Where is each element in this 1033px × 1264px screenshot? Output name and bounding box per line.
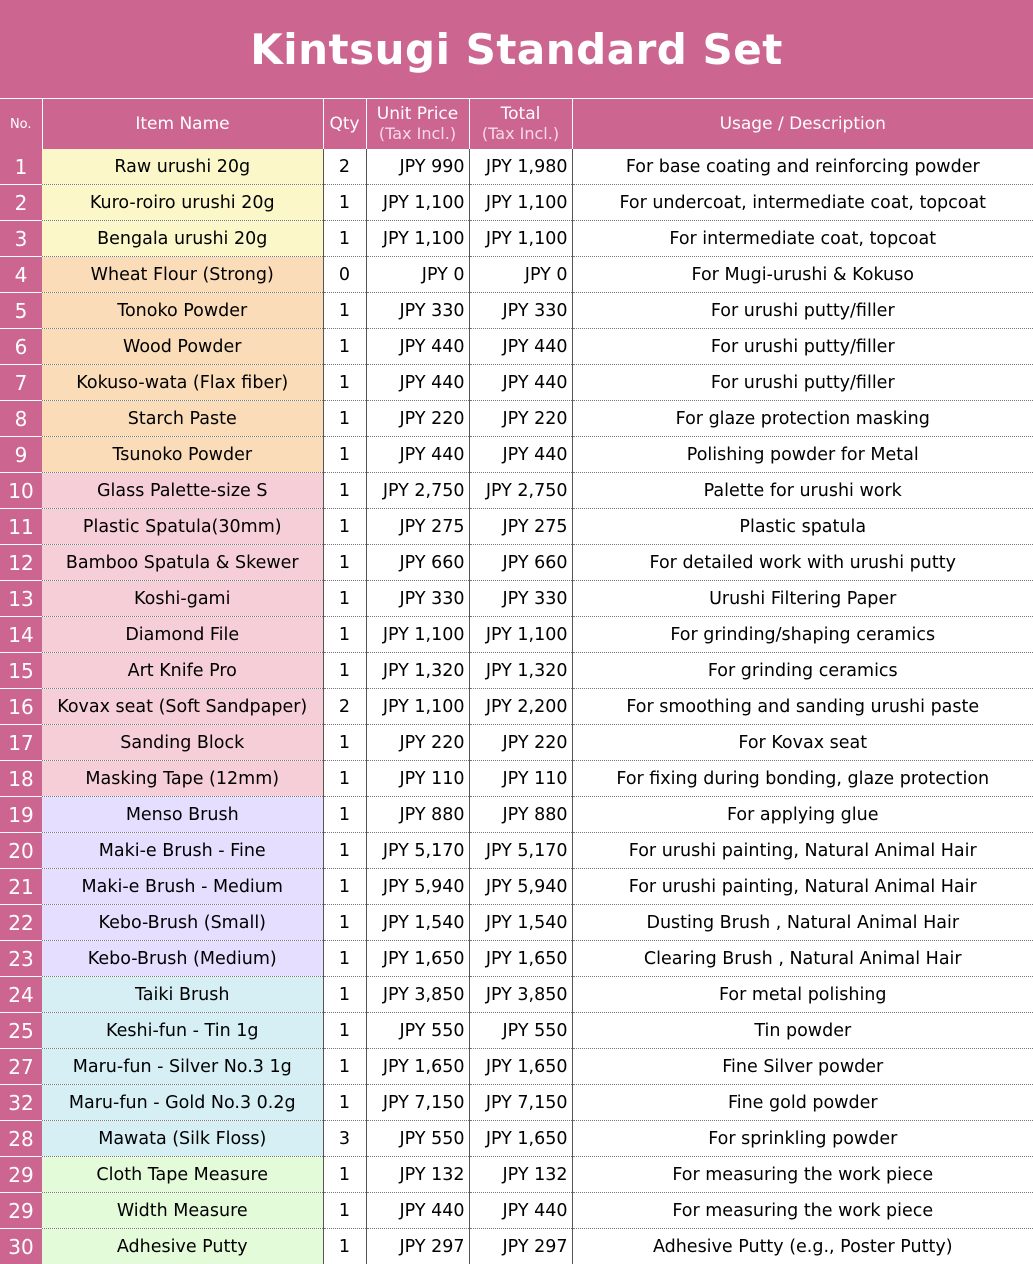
table-row [0, 329, 1033, 365]
page-title: Kintsugi Standard Set [0, 0, 1033, 98]
quantity: 1 [323, 905, 366, 941]
header-total-label: Total [501, 104, 541, 124]
quantity: 1 [323, 653, 366, 689]
total-price: JPY 550 [469, 1013, 572, 1049]
table-row [0, 617, 1033, 653]
table-row [0, 761, 1033, 797]
usage-description: For urushi putty/filler [572, 293, 1033, 329]
usage-description: For smoothing and sanding urushi paste [572, 689, 1033, 725]
unit-price: JPY 1,650 [366, 941, 469, 977]
quantity: 1 [323, 293, 366, 329]
total-price: JPY 880 [469, 797, 572, 833]
total-price: JPY 1,540 [469, 905, 572, 941]
quantity: 1 [323, 329, 366, 365]
row-number: 20 [0, 833, 42, 869]
item-name: Glass Palette-size S [42, 473, 323, 509]
row-number: 29 [0, 1157, 42, 1193]
table-row [0, 1229, 1033, 1264]
item-name: Koshi-gami [42, 581, 323, 617]
usage-description: For measuring the work piece [572, 1157, 1033, 1193]
row-number: 29 [0, 1193, 42, 1229]
unit-price: JPY 132 [366, 1157, 469, 1193]
unit-price: JPY 550 [366, 1013, 469, 1049]
usage-description: For undercoat, intermediate coat, topcoat [572, 185, 1033, 221]
quantity: 1 [323, 977, 366, 1013]
row-number: 4 [0, 257, 42, 293]
row-number: 25 [0, 1013, 42, 1049]
item-name: Masking Tape (12mm) [42, 761, 323, 797]
unit-price: JPY 1,100 [366, 617, 469, 653]
row-number: 7 [0, 365, 42, 401]
usage-description: Polishing powder for Metal [572, 437, 1033, 473]
unit-price: JPY 660 [366, 545, 469, 581]
total-price: JPY 220 [469, 401, 572, 437]
usage-description: Urushi Filtering Paper [572, 581, 1033, 617]
item-name: Maki-e Brush - Fine [42, 833, 323, 869]
quantity: 1 [323, 473, 366, 509]
total-price: JPY 1,100 [469, 617, 572, 653]
item-name: Maru-fun - Gold No.3 0.2g [42, 1085, 323, 1121]
quantity: 1 [323, 1229, 366, 1264]
table-row [0, 725, 1033, 761]
quantity: 1 [323, 581, 366, 617]
usage-description: For base coating and reinforcing powder [572, 149, 1033, 185]
usage-description: For fixing during bonding, glaze protection [572, 761, 1033, 797]
row-number: 19 [0, 797, 42, 833]
item-name: Plastic Spatula(30mm) [42, 509, 323, 545]
quantity: 1 [323, 869, 366, 905]
total-price: JPY 1,980 [469, 149, 572, 185]
usage-description: For urushi putty/filler [572, 365, 1033, 401]
table-row [0, 545, 1033, 581]
header-unit-price [366, 99, 469, 150]
unit-price: JPY 440 [366, 365, 469, 401]
row-number: 21 [0, 869, 42, 905]
unit-price: JPY 110 [366, 761, 469, 797]
item-name: Menso Brush [42, 797, 323, 833]
total-price: JPY 440 [469, 365, 572, 401]
total-price: JPY 660 [469, 545, 572, 581]
unit-price: JPY 440 [366, 329, 469, 365]
item-name: Kokuso-wata (Flax fiber) [42, 365, 323, 401]
item-name: Bengala urushi 20g [42, 221, 323, 257]
quantity: 2 [323, 149, 366, 185]
header-total [469, 99, 572, 150]
table-row [0, 365, 1033, 401]
usage-description: Plastic spatula [572, 509, 1033, 545]
unit-price: JPY 220 [366, 401, 469, 437]
unit-price: JPY 330 [366, 581, 469, 617]
unit-price: JPY 220 [366, 725, 469, 761]
row-number: 2 [0, 185, 42, 221]
quantity: 1 [323, 365, 366, 401]
usage-description: For glaze protection masking [572, 401, 1033, 437]
row-number: 16 [0, 689, 42, 725]
row-number: 23 [0, 941, 42, 977]
usage-description: Adhesive Putty (e.g., Poster Putty) [572, 1229, 1033, 1264]
unit-price: JPY 297 [366, 1229, 469, 1264]
usage-description: For metal polishing [572, 977, 1033, 1013]
quantity: 1 [323, 401, 366, 437]
quantity: 1 [323, 761, 366, 797]
total-price: JPY 2,200 [469, 689, 572, 725]
unit-price: JPY 1,650 [366, 1049, 469, 1085]
usage-description: Dusting Brush , Natural Animal Hair [572, 905, 1033, 941]
row-number: 27 [0, 1049, 42, 1085]
unit-price: JPY 440 [366, 1193, 469, 1229]
usage-description: Palette for urushi work [572, 473, 1033, 509]
usage-description: Fine gold powder [572, 1085, 1033, 1121]
total-price: JPY 3,850 [469, 977, 572, 1013]
table-row [0, 473, 1033, 509]
usage-description: For grinding/shaping ceramics [572, 617, 1033, 653]
usage-description: For intermediate coat, topcoat [572, 221, 1033, 257]
row-number: 5 [0, 293, 42, 329]
table-row [0, 941, 1033, 977]
row-number: 8 [0, 401, 42, 437]
quantity: 1 [323, 437, 366, 473]
row-number: 15 [0, 653, 42, 689]
usage-description: Clearing Brush , Natural Animal Hair [572, 941, 1033, 977]
total-price: JPY 2,750 [469, 473, 572, 509]
row-number: 14 [0, 617, 42, 653]
quantity: 1 [323, 1085, 366, 1121]
total-price: JPY 1,650 [469, 1049, 572, 1085]
total-price: JPY 1,650 [469, 1121, 572, 1157]
row-number: 9 [0, 437, 42, 473]
table-row [0, 185, 1033, 221]
row-number: 22 [0, 905, 42, 941]
unit-price: JPY 0 [366, 257, 469, 293]
unit-price: JPY 990 [366, 149, 469, 185]
quantity: 1 [323, 833, 366, 869]
total-price: JPY 7,150 [469, 1085, 572, 1121]
row-number: 6 [0, 329, 42, 365]
quantity: 1 [323, 185, 366, 221]
row-number: 17 [0, 725, 42, 761]
unit-price: JPY 440 [366, 437, 469, 473]
row-number: 13 [0, 581, 42, 617]
item-name: Width Measure [42, 1193, 323, 1229]
quantity: 1 [323, 725, 366, 761]
table-row [0, 257, 1033, 293]
total-price: JPY 132 [469, 1157, 572, 1193]
usage-description: For urushi painting, Natural Animal Hair [572, 869, 1033, 905]
table-row [0, 293, 1033, 329]
unit-price: JPY 5,940 [366, 869, 469, 905]
quantity: 1 [323, 1157, 366, 1193]
row-number: 18 [0, 761, 42, 797]
items-table [0, 98, 1033, 1264]
item-name: Starch Paste [42, 401, 323, 437]
item-name: Kebo-Brush (Medium) [42, 941, 323, 977]
table-row [0, 581, 1033, 617]
total-price: JPY 1,650 [469, 941, 572, 977]
usage-description: For Mugi-urushi & Kokuso [572, 257, 1033, 293]
quantity: 1 [323, 509, 366, 545]
table-row [0, 905, 1033, 941]
item-name: Sanding Block [42, 725, 323, 761]
item-name: Diamond File [42, 617, 323, 653]
table-row [0, 1157, 1033, 1193]
usage-description: For detailed work with urushi putty [572, 545, 1033, 581]
total-price: JPY 110 [469, 761, 572, 797]
quantity: 1 [323, 1049, 366, 1085]
header-total-sub: (Tax Incl.) [470, 124, 572, 143]
total-price: JPY 5,940 [469, 869, 572, 905]
usage-description: For sprinkling powder [572, 1121, 1033, 1157]
unit-price: JPY 880 [366, 797, 469, 833]
row-number: 11 [0, 509, 42, 545]
usage-description: For grinding ceramics [572, 653, 1033, 689]
usage-description: Tin powder [572, 1013, 1033, 1049]
total-price: JPY 220 [469, 725, 572, 761]
quantity: 1 [323, 941, 366, 977]
quantity: 1 [323, 617, 366, 653]
item-name: Art Knife Pro [42, 653, 323, 689]
usage-description: For urushi painting, Natural Animal Hair [572, 833, 1033, 869]
item-name: Kuro-roiro urushi 20g [42, 185, 323, 221]
usage-description: For urushi putty/filler [572, 329, 1033, 365]
table-row [0, 437, 1033, 473]
total-price: JPY 297 [469, 1229, 572, 1264]
unit-price: JPY 2,750 [366, 473, 469, 509]
row-number: 28 [0, 1121, 42, 1157]
table-row [0, 1085, 1033, 1121]
item-name: Wood Powder [42, 329, 323, 365]
header-unit-price-label: Unit Price [377, 104, 458, 124]
quantity: 2 [323, 689, 366, 725]
row-number: 32 [0, 1085, 42, 1121]
unit-price: JPY 550 [366, 1121, 469, 1157]
header-usage: Usage / Description [572, 99, 1033, 150]
table-row [0, 149, 1033, 185]
row-number: 3 [0, 221, 42, 257]
table-row [0, 1193, 1033, 1229]
item-name: Kebo-Brush (Small) [42, 905, 323, 941]
header-no: No. [0, 99, 42, 150]
quantity: 3 [323, 1121, 366, 1157]
table-row [0, 1049, 1033, 1085]
row-number: 24 [0, 977, 42, 1013]
total-price: JPY 5,170 [469, 833, 572, 869]
table-row [0, 509, 1033, 545]
item-name: Bamboo Spatula & Skewer [42, 545, 323, 581]
item-name: Maru-fun - Silver No.3 1g [42, 1049, 323, 1085]
unit-price: JPY 1,320 [366, 653, 469, 689]
unit-price: JPY 3,850 [366, 977, 469, 1013]
total-price: JPY 440 [469, 437, 572, 473]
total-price: JPY 1,100 [469, 221, 572, 257]
total-price: JPY 330 [469, 293, 572, 329]
total-price: JPY 1,320 [469, 653, 572, 689]
table-row [0, 977, 1033, 1013]
row-number: 30 [0, 1229, 42, 1264]
table-row [0, 689, 1033, 725]
unit-price: JPY 5,170 [366, 833, 469, 869]
total-price: JPY 440 [469, 1193, 572, 1229]
total-price: JPY 440 [469, 329, 572, 365]
header-item-name: Item Name [42, 99, 323, 150]
item-name: Cloth Tape Measure [42, 1157, 323, 1193]
item-name: Raw urushi 20g [42, 149, 323, 185]
quantity: 1 [323, 221, 366, 257]
total-price: JPY 275 [469, 509, 572, 545]
header-qty: Qty [323, 99, 366, 150]
header-unit-price-sub: (Tax Incl.) [367, 124, 469, 143]
item-name: Kovax seat (Soft Sandpaper) [42, 689, 323, 725]
table-row [0, 1013, 1033, 1049]
table-row [0, 221, 1033, 257]
row-number: 10 [0, 473, 42, 509]
total-price: JPY 0 [469, 257, 572, 293]
unit-price: JPY 1,540 [366, 905, 469, 941]
item-name: Tsunoko Powder [42, 437, 323, 473]
table-row [0, 653, 1033, 689]
item-name: Keshi-fun - Tin 1g [42, 1013, 323, 1049]
quantity: 1 [323, 1013, 366, 1049]
usage-description: Fine Silver powder [572, 1049, 1033, 1085]
unit-price: JPY 330 [366, 293, 469, 329]
row-number: 12 [0, 545, 42, 581]
item-name: Wheat Flour (Strong) [42, 257, 323, 293]
item-name: Taiki Brush [42, 977, 323, 1013]
item-name: Mawata (Silk Floss) [42, 1121, 323, 1157]
table-row [0, 869, 1033, 905]
table-row [0, 1121, 1033, 1157]
unit-price: JPY 1,100 [366, 221, 469, 257]
unit-price: JPY 1,100 [366, 689, 469, 725]
quantity: 1 [323, 797, 366, 833]
quantity: 1 [323, 545, 366, 581]
item-name: Maki-e Brush - Medium [42, 869, 323, 905]
item-name: Adhesive Putty [42, 1229, 323, 1264]
unit-price: JPY 1,100 [366, 185, 469, 221]
unit-price: JPY 275 [366, 509, 469, 545]
item-name: Tonoko Powder [42, 293, 323, 329]
table-row [0, 833, 1033, 869]
quantity: 1 [323, 1193, 366, 1229]
table-row [0, 401, 1033, 437]
usage-description: For Kovax seat [572, 725, 1033, 761]
row-number: 1 [0, 149, 42, 185]
usage-description: For applying glue [572, 797, 1033, 833]
table-row [0, 797, 1033, 833]
usage-description: For measuring the work piece [572, 1193, 1033, 1229]
header-row [0, 99, 1033, 150]
quantity: 0 [323, 257, 366, 293]
total-price: JPY 1,100 [469, 185, 572, 221]
total-price: JPY 330 [469, 581, 572, 617]
unit-price: JPY 7,150 [366, 1085, 469, 1121]
